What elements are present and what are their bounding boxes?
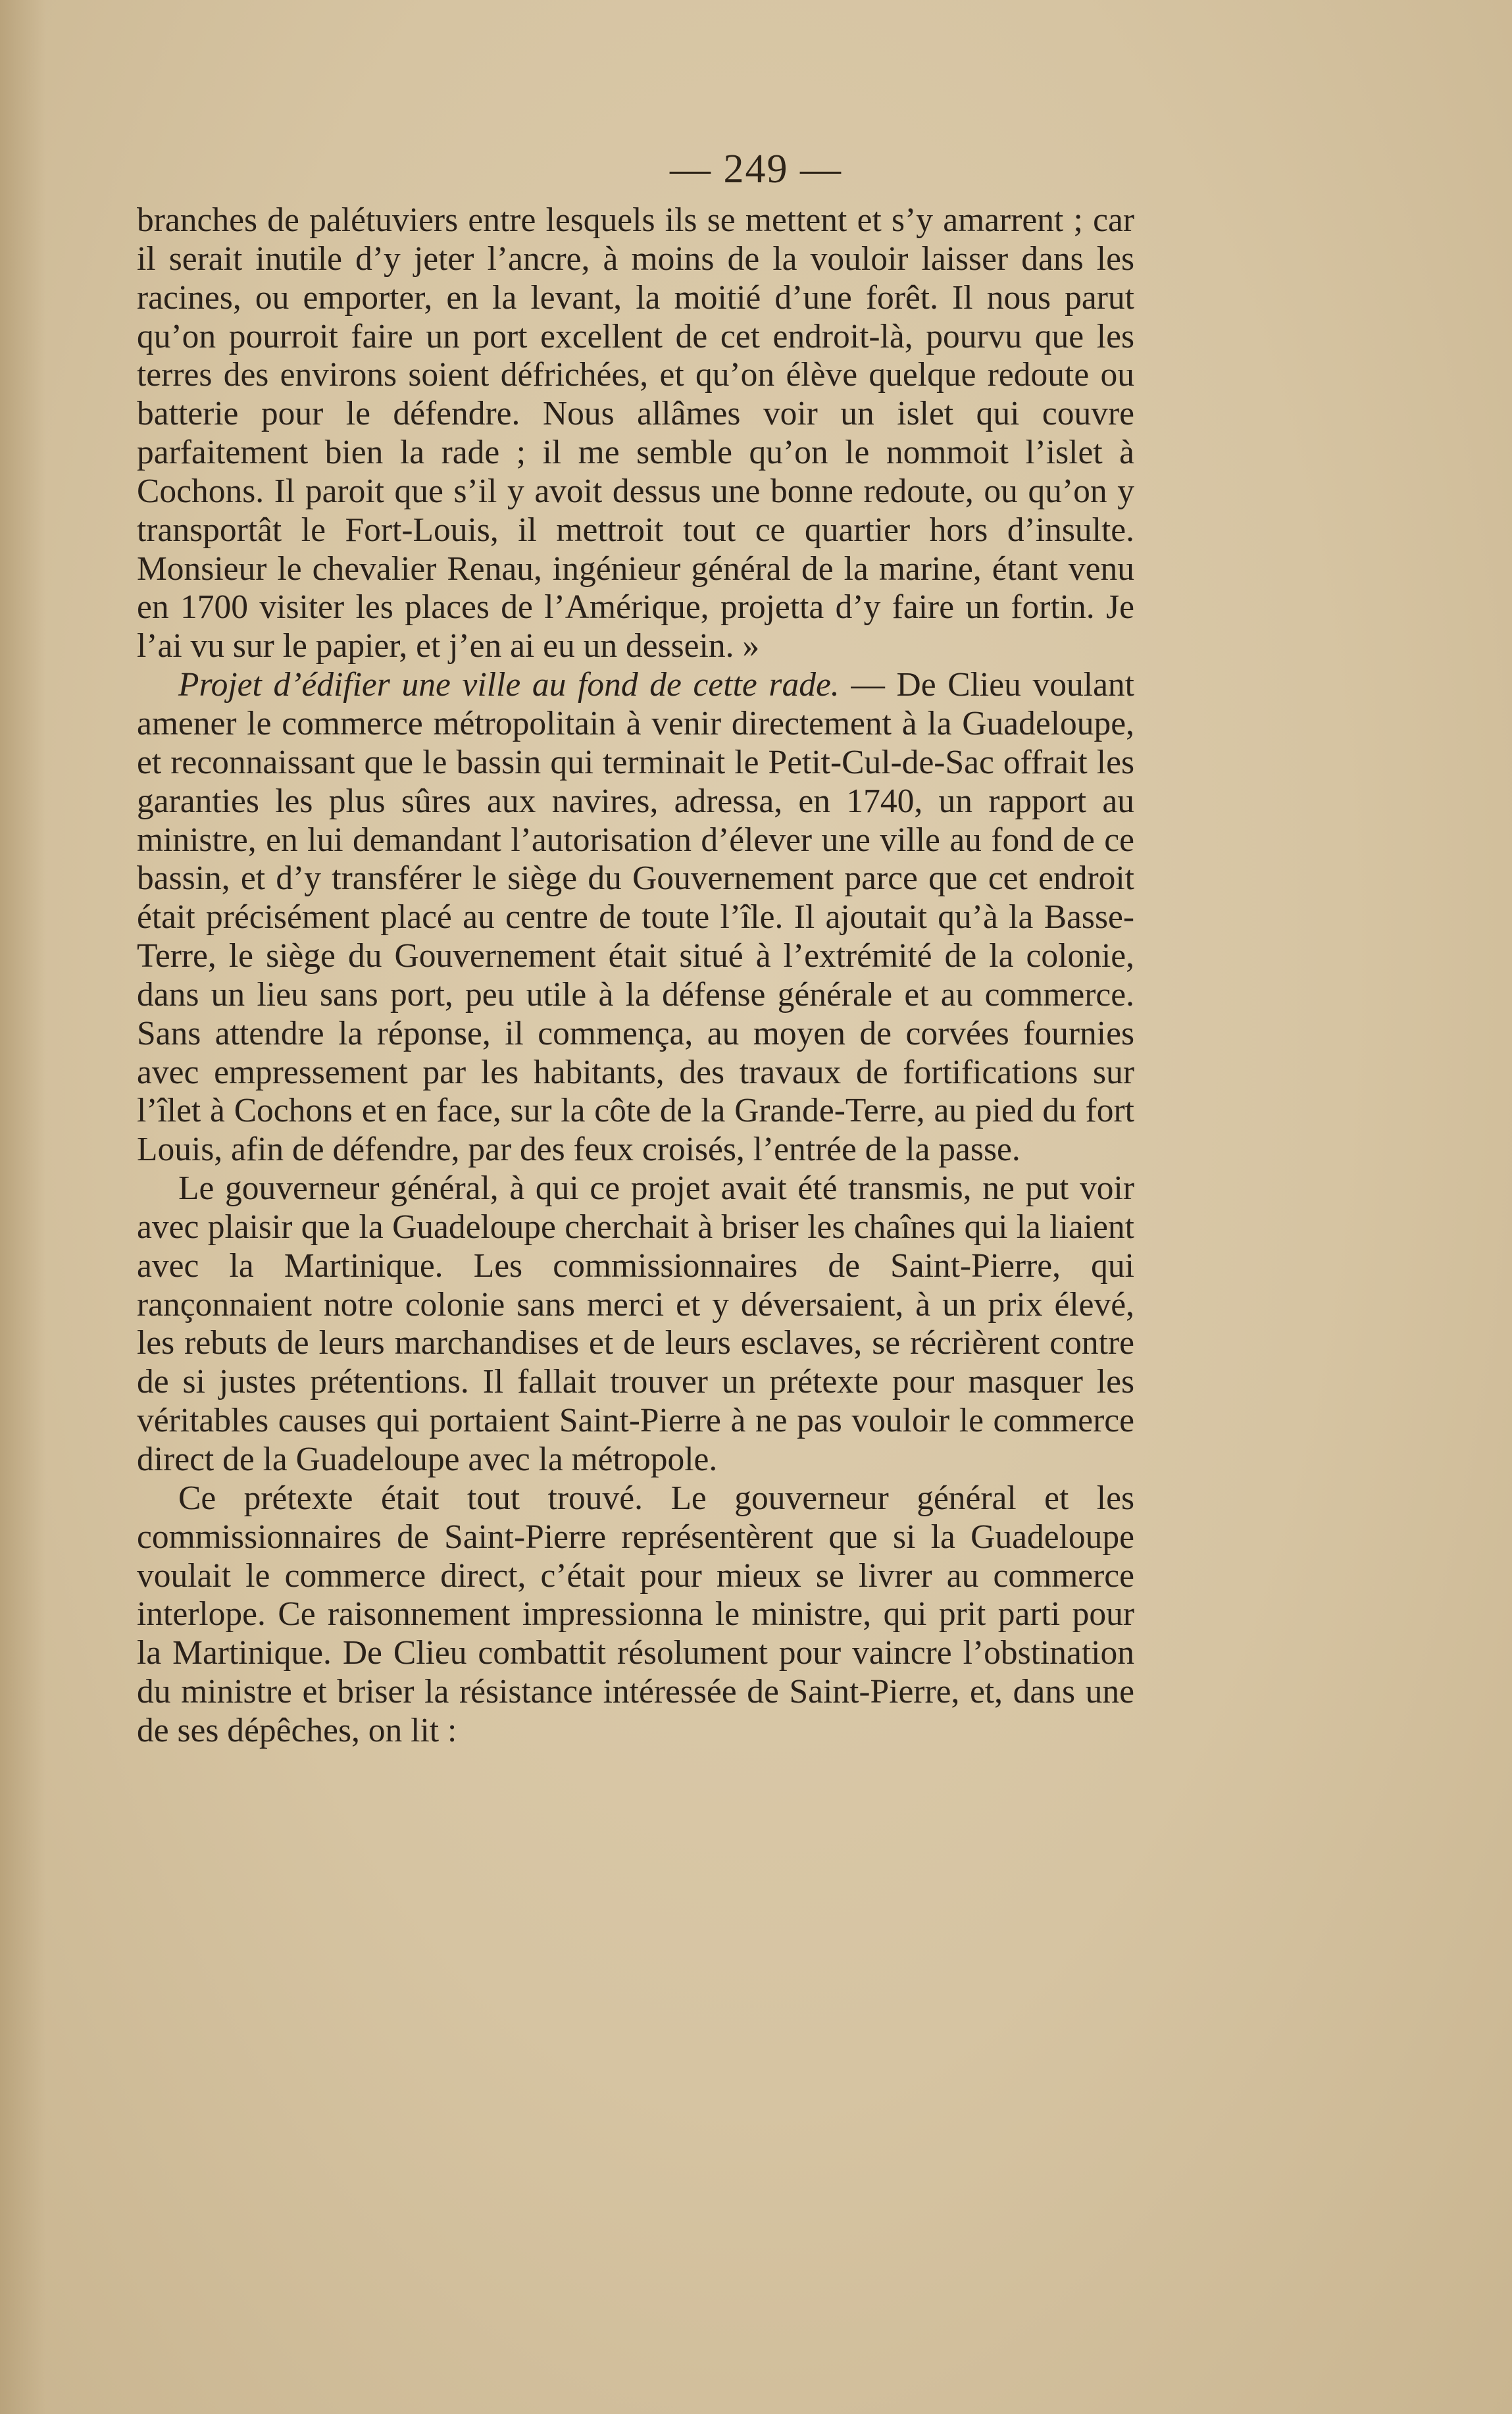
- paragraph-1: [137, 201, 1134, 666]
- paragraph-3-text: Le gouverneur général, à qui ce projet avait été transmis, ne put voir avec plaisir que la Guadeloupe cherchait à briser les chaînes qui la liaient avec la Martinique. Les commissionnaires de Saint-Pierre, qui rançonnaient notre colonie sans merci et y déversaient, à un prix élevé, les rebuts de leurs marchandises et de leurs esclaves, se récrièrent contre de si justes prétentions. Il fallait trouver un prétexte pour masquer les véritables causes qui portaient Saint-Pierre à ne pas vouloir le commerce direct de la Guadeloupe avec la métropole.: [137, 1169, 1134, 1478]
- page-edge-shadow: [0, 0, 46, 2414]
- paragraph-2-text: — De Clieu voulant amener le commerce métropolitain à venir directement à la Guadeloupe, et reconnaissant que le bassin qui terminait le Petit-Cul-de-Sac offrait les garanties les plus sûres aux navires, adressa, en 1740, un rapport au ministre, en lui demandant l’autorisation d’élever une ville au fond de ce bassin, et d’y transférer le siège du Gouvernement parce que cet endroit était précisément placé au centre de toute l’île. Il ajoutait qu’à la Basse-Terre, le siège du Gouvernement était situé à l’extrémité de la colonie, dans un lieu sans port, peu utile à la défense générale et au commerce. Sans attendre la réponse, il commença, au moyen de corvées fournies avec empressement par les habitants, des travaux de fortifications sur l’îlet à Cochons et en face, sur la côte de la Grande-Terre, au pied du fort Louis, afin de défendre, par des feux croisés, l’entrée de la passe.: [137, 666, 1134, 1169]
- paragraph-3: [137, 1169, 1134, 1479]
- paragraph-1-text: branches de palétuviers entre lesquels ils se mettent et s’y amarrent ; car il serait inutile d’y jeter l’ancre, à moins de la vouloir laisser dans les racines, ou emporter, en la levant, la moitié d’une forêt. Il nous parut qu’on pourroit faire un port excellent de cet endroit-là, pourvu que les terres des environs soient défrichées, et qu’on élève quelque redoute ou batterie pour le défendre. Nous allâmes voir un islet qui couvre parfaitement bien la rade ; il me semble qu’on le nommoit l’islet à Cochons. Il paroit que s’il y avoit dessus une bonne redoute, ou qu’on y transportât le Fort-Louis, il mettroit tout ce quartier hors d’insulte. Monsieur le chevalier Renau, ingénieur général de la marine, étant venu en 1700 visiter les places de l’Amérique, projetta d’y faire un fortin. Je l’ai vu sur le papier, et j’en ai eu un dessein. »: [137, 201, 1134, 665]
- body-text: [137, 201, 1134, 1751]
- paragraph-4: [137, 1479, 1134, 1751]
- page-number: — 249 —: [670, 147, 842, 192]
- paragraph-2: [137, 666, 1134, 1169]
- paragraph-2-lead: Projet d’édifier une ville au fond de cette rade.: [178, 666, 840, 704]
- paragraph-4-text: Ce prétexte était tout trouvé. Le gouverneur général et les commissionnaires de Saint-Pierre représentèrent que si la Guadeloupe voulait le commerce direct, c’était pour mieux se livrer au commerce interlope. Ce raisonnement impressionna le ministre, qui prit parti pour la Martinique. De Clieu combattit résolument pour vaincre l’obstination du ministre et briser la résistance intéressée de Saint-Pierre, et, dans une de ses dépêches, on lit :: [137, 1479, 1134, 1749]
